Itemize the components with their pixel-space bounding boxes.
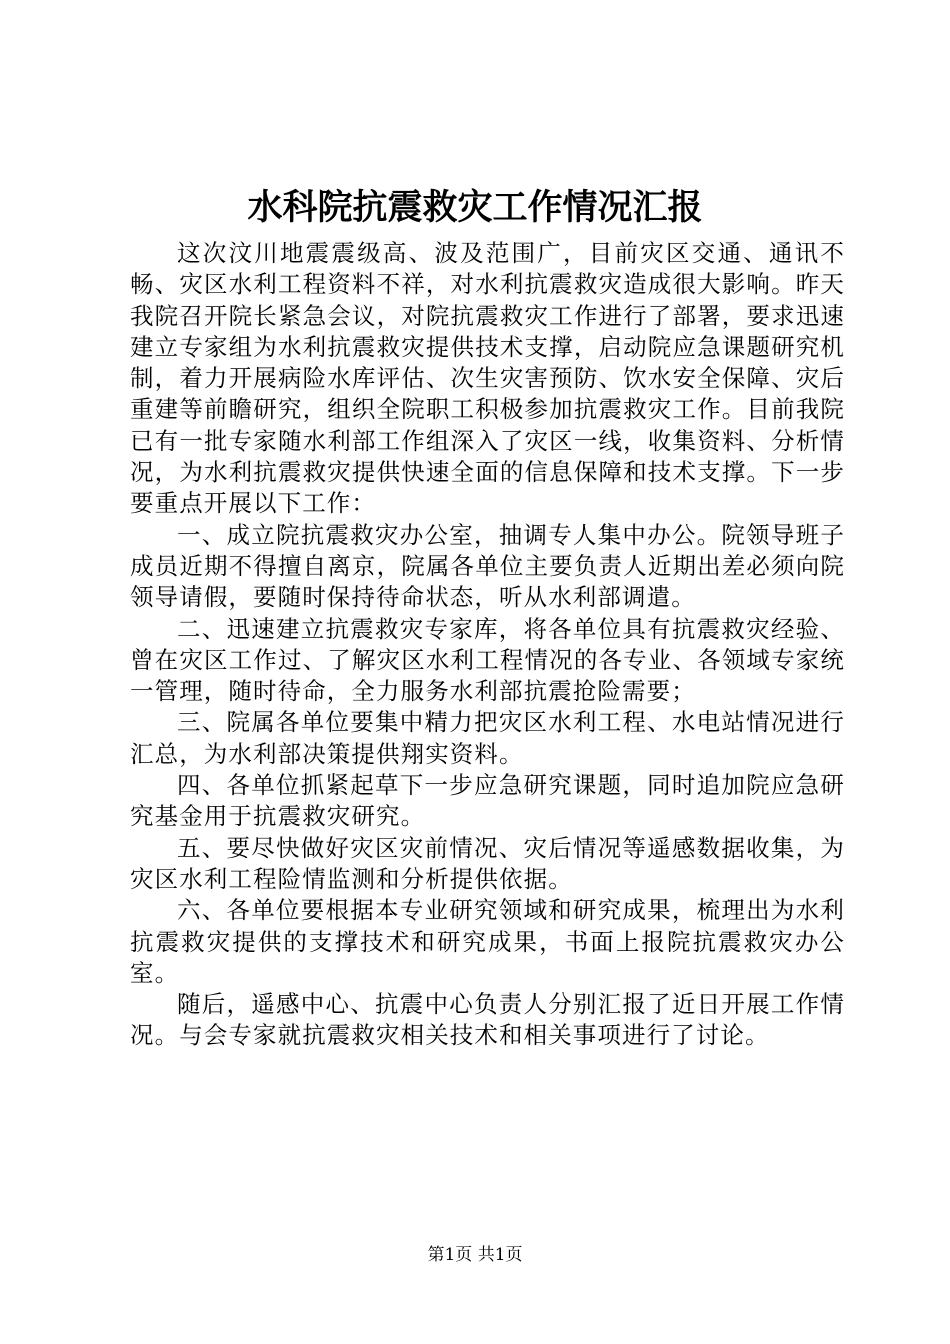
page-footer: 第1页 共1页: [427, 1245, 523, 1265]
paragraph-item-2: 二、迅速建立抗震救灾专家库，将各单位具有抗震救灾经验、曾在灾区工作过、了解灾区水利工程情况的各专业、各领域专家统一管理，随时待命，全力服务水利部抗震抢险需要；: [130, 614, 845, 706]
paragraph-item-1: 一、成立院抗震救灾办公室，抽调专人集中办公。院领导班子成员近期不得擅自离京，院属各单位主要负责人近期出差必须向院领导请假，要随时保持待命状态，听从水利部调遣。: [130, 520, 845, 612]
paragraph-closing: 随后，遥感中心、抗震中心负责人分别汇报了近日开展工作情况。与会专家就抗震救灾相关技术和相关事项进行了讨论。: [130, 990, 845, 1050]
paragraph-item-5: 五、要尽快做好灾区灾前情况、灾后情况等遥感数据收集，为灾区水利工程险情监测和分析提供依据。: [130, 833, 845, 893]
document-body: [130, 238, 845, 1052]
paragraph-item-3: 三、院属各单位要集中精力把灾区水利工程、水电站情况进行汇总，为水利部决策提供翔实资料。: [130, 708, 845, 768]
document-title: 水科院抗震救灾工作情况汇报: [247, 187, 703, 228]
paragraph-item-6: 六、各单位要根据本专业研究领域和研究成果，梳理出为水利抗震救灾提供的支撑技术和研究成果，书面上报院抗震救灾办公室。: [130, 896, 845, 987]
paragraph-intro: 这次汶川地震震级高、波及范围广，目前灾区交通、通讯不畅、灾区水利工程资料不祥，对水利抗震救灾造成很大影响。昨天我院召开院长紧急会议，对院抗震救灾工作进行了部署，要求迅速建立专家组为水利抗震救灾提供技术支撑，启动院应急课题研究机制，着力开展病险水库评估、次生灾害预防、饮水安全保障、灾后重建等前瞻研究，组织全院职工积极参加抗震救灾工作。目前我院已有一批专家随水利部工作组深入了灾区一线，收集资料、分析情况，为水利抗震救灾提供快速全面的信息保障和技术支撑。下一步要重点开展以下工作：: [130, 239, 845, 518]
paragraph-item-4: 四、各单位抓紧起草下一步应急研究课题，同时追加院应急研究基金用于抗震救灾研究。: [130, 771, 845, 831]
